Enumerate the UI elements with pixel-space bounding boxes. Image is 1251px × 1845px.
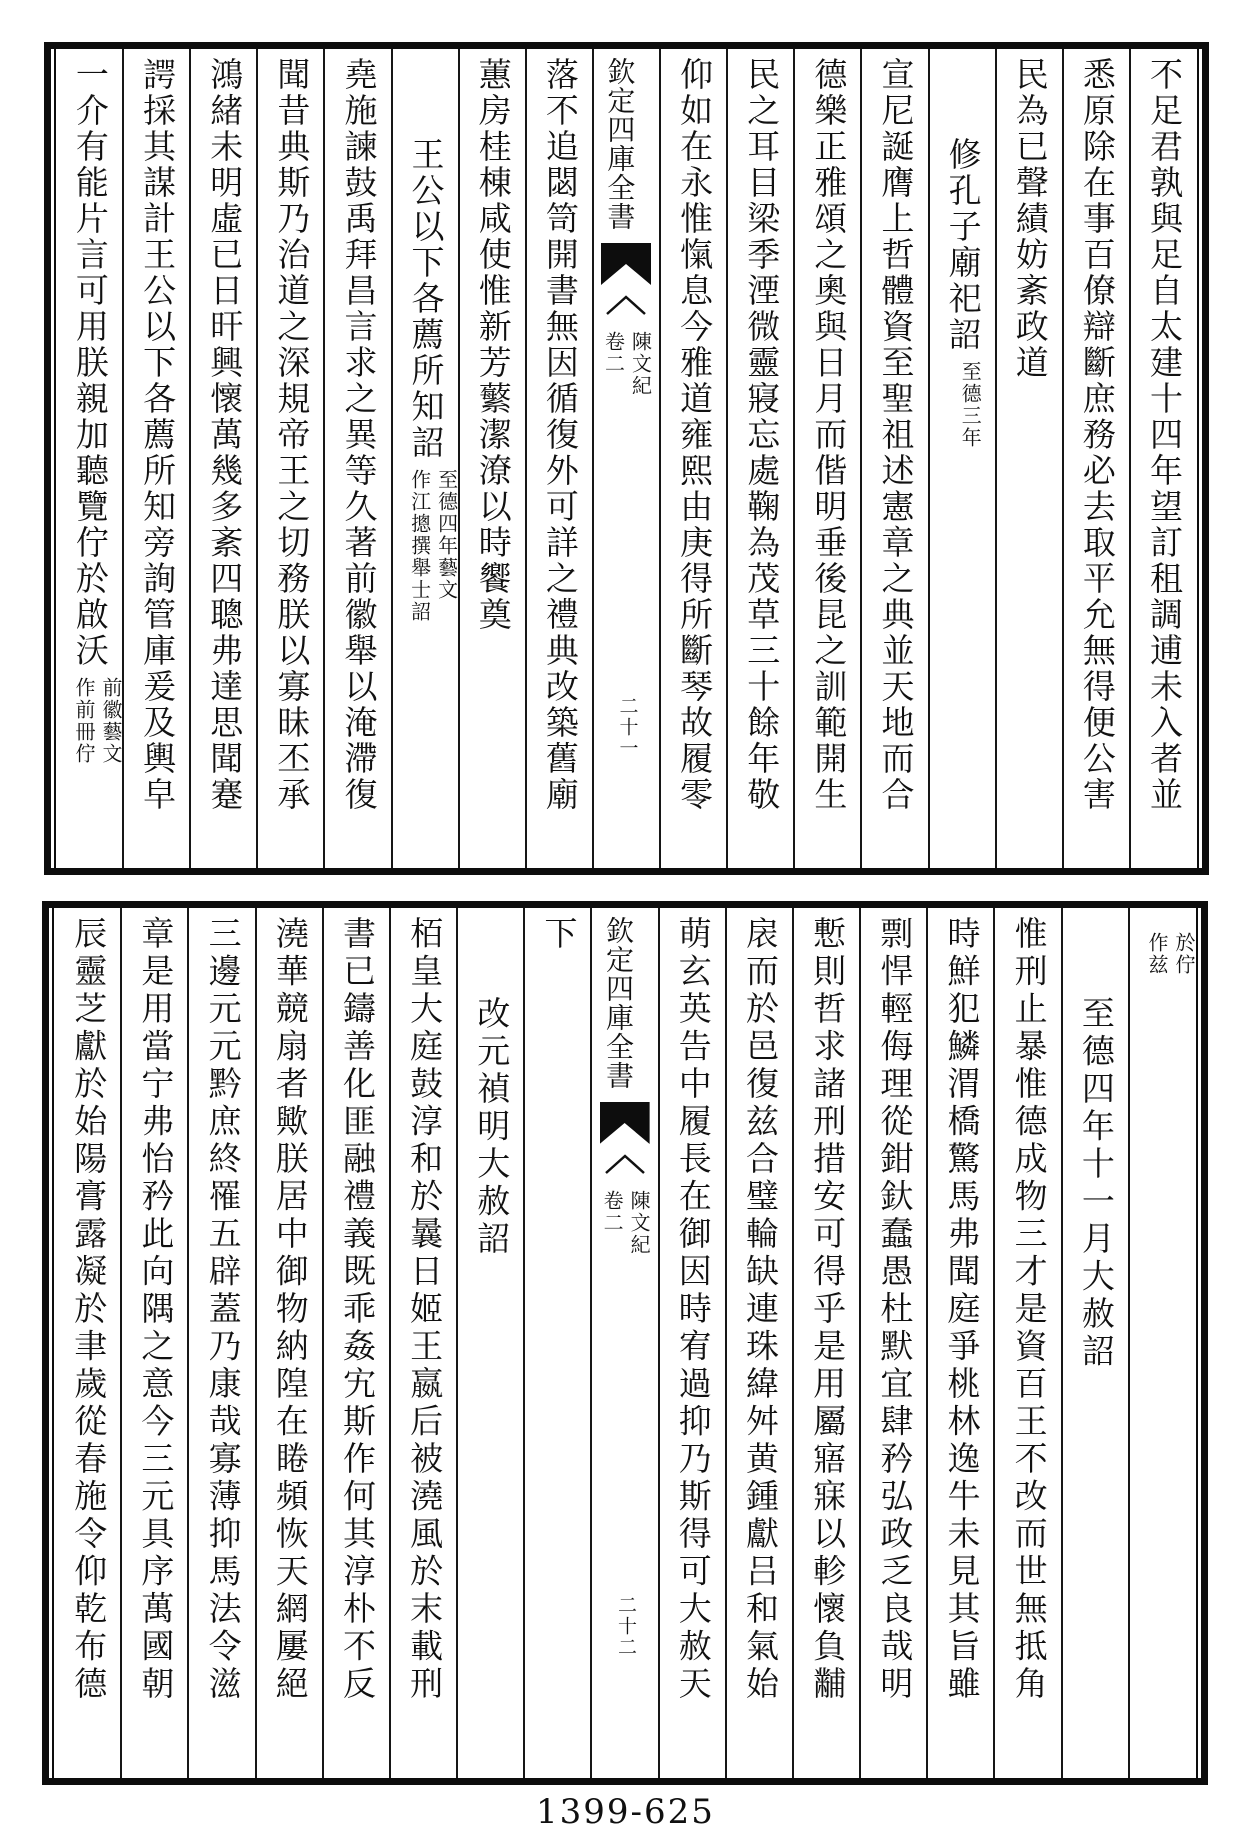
text-column — [928, 908, 995, 1778]
edict-title-column — [393, 49, 460, 868]
text-column — [525, 908, 592, 1778]
juan-label: 卷二 — [600, 1190, 623, 1234]
column-text: 澆華競扇者歟朕居中御物納隍在睠頻恢天網屢絕 — [270, 916, 307, 1704]
note-column — [1130, 908, 1195, 1778]
collation-note — [71, 677, 122, 765]
note-text-left: 作江摠撰舉士詔 — [407, 469, 430, 623]
column-text: 書已鑄善化匪融禮義既乖姦宄斯作何其淳朴不反 — [337, 916, 374, 1704]
note-text-right: 至德四年藝文 — [434, 469, 457, 601]
text-column — [124, 49, 191, 868]
column-text: 剽悍輕侮理從鉗釱蠢愚杜默宜肆矜弘政乏良哉明 — [875, 916, 912, 1704]
column-text: 蕙房桂棟咸使惟新芳蘩潔潦以時饗奠 — [473, 57, 510, 633]
column-text: 慙則哲求諸刑措安可得乎是用屬寤寐以軫懷負黼 — [808, 916, 845, 1704]
edict-title-column — [1063, 908, 1130, 1778]
library-title: 欽定四庫全書 — [603, 57, 635, 231]
text-column — [660, 908, 727, 1778]
column-text: 民之耳目梁季湮微靈寢忘處鞠為茂草三十餘年敬 — [742, 57, 779, 813]
note-text-left: 作兹 — [1145, 932, 1167, 976]
fishtail-icon — [601, 243, 651, 285]
column-text: 栢皇大庭鼓淳和於曩日姬王嬴后被澆風於末載刑 — [405, 916, 442, 1704]
book-juan-note — [601, 331, 652, 397]
edict-title: 王公以下各薦所知詔 — [406, 137, 443, 461]
column-text: 時鮮犯鱗渭橋驚馬弗聞庭爭桃林逸牛未見其旨雖 — [942, 916, 979, 1704]
text-column — [1064, 49, 1131, 868]
column-text: 不足君孰與足自太建十四年望訂租調逋未入者並 — [1145, 57, 1181, 813]
gutter-column — [594, 49, 661, 868]
note-text: 至德三年 — [958, 361, 981, 449]
book-name: 陳文紀 — [628, 331, 651, 397]
column-text: 諤採其謀計王公以下各薦所知旁詢管庫爰及輿皁 — [138, 57, 175, 813]
text-column — [258, 49, 325, 868]
column-text: 一介有能片言可用朕親加聽覽佇於啟沃 — [70, 57, 107, 669]
column-text: 落不追閟笥開書無因循復外可詳之禮典改築舊廟 — [540, 57, 577, 813]
plate-number: 1399-625 — [536, 1792, 715, 1832]
column-text: 辰靈芝獻於始陽膏露凝於聿歲從春施令仰乾布德 — [69, 916, 106, 1704]
text-column — [324, 908, 391, 1778]
edict-title-column — [930, 49, 997, 868]
note-text-right: 前徽藝文 — [99, 677, 121, 765]
text-column — [391, 908, 458, 1778]
folio-bottom-columns — [49, 908, 1201, 1778]
text-column — [325, 49, 392, 868]
text-column — [728, 49, 795, 868]
collation-note — [1144, 932, 1195, 976]
text-column — [997, 49, 1064, 868]
text-column — [861, 908, 928, 1778]
text-column — [795, 49, 862, 868]
column-text: 仰如在永惟愾息今雅道雍熙由庚得所斷琴故履零 — [675, 57, 712, 813]
text-column — [122, 908, 189, 1778]
text-column — [1131, 49, 1196, 868]
chevron-icon — [592, 1152, 657, 1176]
column-text: 章是用當宁弗怡矜此向隅之意今三元具序萬國朝 — [136, 916, 173, 1704]
book-name: 陳文紀 — [627, 1190, 650, 1256]
note-text-right: 於佇 — [1172, 932, 1194, 976]
text-column — [55, 908, 122, 1778]
column-text: 萌玄英告中履長在御因時宥過抑乃斯得可大赦天 — [673, 916, 710, 1704]
edict-title: 修孔子廟祀詔 — [943, 137, 980, 353]
edict-title: 改元禎明大赦詔 — [472, 996, 509, 1259]
collation-note — [407, 469, 458, 623]
text-column — [527, 49, 594, 868]
column-text: 民為已聲績妨紊政道 — [1010, 57, 1047, 381]
library-title: 欽定四庫全書 — [602, 916, 634, 1090]
column-text: 宣尼誕膺上哲體資至聖祖述憲章之典並天地而合 — [876, 57, 913, 813]
column-text: 惟刑止暴惟德成物三才是資百王不改而世無抵角 — [1009, 916, 1046, 1704]
column-text: 下 — [539, 916, 576, 954]
text-column — [862, 49, 929, 868]
juan-label: 卷二 — [601, 331, 624, 375]
folio-bottom — [42, 901, 1208, 1785]
edict-title-column — [458, 908, 525, 1778]
text-column — [57, 49, 124, 868]
column-text: 扆而於邑復兹合璧輪缺連珠緯舛黄鍾獻吕和氣始 — [740, 916, 777, 1704]
column-text: 悉原除在事百僚辯斷庶務必去取平允無得便公害 — [1077, 57, 1114, 813]
book-juan-note — [599, 1190, 650, 1256]
column-text: 堯施諫鼓禹拜昌言求之異等久著前徽舉以淹滯復 — [339, 57, 376, 813]
column-text: 鴻緒未明虛已日旰興懷萬幾多紊四聰弗達思聞蹇 — [205, 57, 242, 813]
text-column — [661, 49, 728, 868]
fishtail-icon — [600, 1102, 650, 1144]
page-number: 二十二 — [615, 1595, 637, 1659]
edict-title: 至德四年十一月大赦詔 — [1076, 996, 1113, 1371]
column-text: 三邊元元黔庶終罹五辟蓋乃康哉寡薄抑馬法令滋 — [203, 916, 240, 1704]
folio-top — [44, 42, 1209, 875]
text-column — [191, 49, 258, 868]
page-number: 二十一 — [616, 696, 638, 759]
text-column — [460, 49, 527, 868]
column-text: 德樂正雅頌之奧與日月而偕明垂後昆之訓範開生 — [809, 57, 846, 813]
text-column — [727, 908, 794, 1778]
gutter-column — [592, 908, 659, 1778]
text-column — [794, 908, 861, 1778]
date-note — [957, 361, 981, 449]
column-text: 聞昔典斯乃治道之深規帝王之切務朕以寡昧丕承 — [272, 57, 309, 813]
text-column — [257, 908, 324, 1778]
chevron-icon — [594, 293, 659, 317]
text-column — [995, 908, 1062, 1778]
note-text-left: 作前冊佇 — [72, 677, 94, 765]
folio-top-columns — [51, 49, 1202, 868]
text-column — [189, 908, 256, 1778]
